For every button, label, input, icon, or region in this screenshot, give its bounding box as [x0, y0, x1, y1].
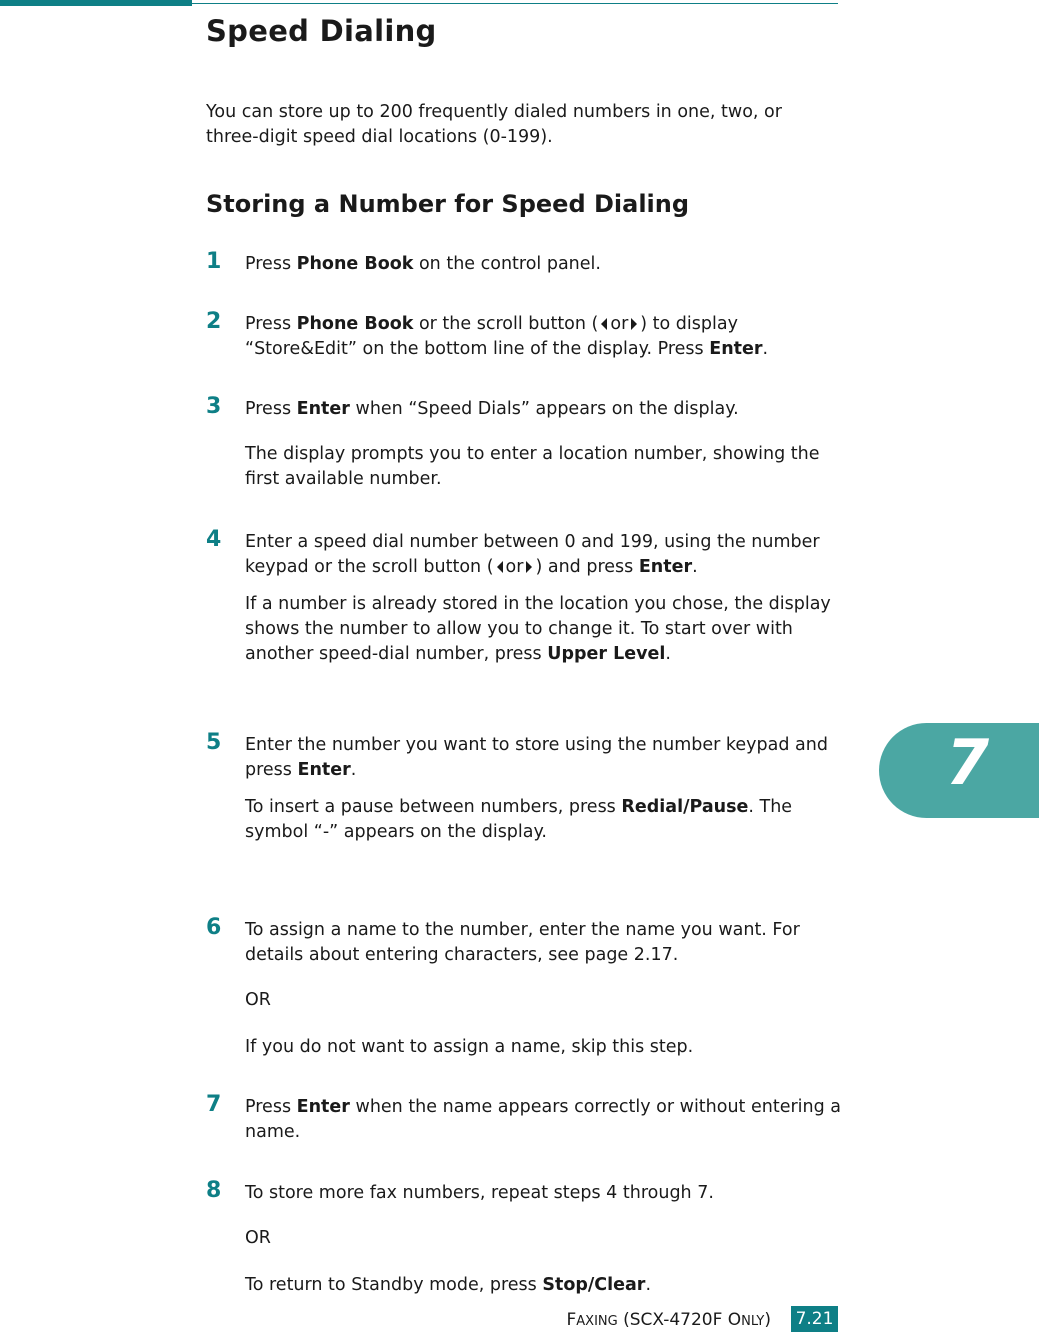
- header-rule-thin: [192, 3, 838, 4]
- step-note: To insert a pause between numbers, press Redial/Pause. The symbol “-” appears on the display.: [245, 797, 793, 842]
- scroll-right-icon: [526, 561, 532, 573]
- step-body: To assign a name to the number, enter the name you want. For details about entering characters, see page 2.17. OR If you do not want to assign a name, skip this step.: [245, 918, 845, 1060]
- or-label: OR: [245, 990, 271, 1010]
- step-body: Press Enter when the name appears correctly or without entering a name.: [245, 1097, 842, 1142]
- chapter-number: 7: [946, 726, 990, 799]
- step-note: The display prompts you to enter a location number, showing the first available number.: [245, 444, 820, 489]
- step-body: To store more fax numbers, repeat steps 4 through 7. OR To return to Standby mode, press Stop/Clear.: [245, 1181, 845, 1298]
- page-number-badge: 7.21: [791, 1306, 838, 1332]
- step-number: 6: [206, 915, 222, 940]
- step-body: Press Phone Book on the control panel.: [245, 254, 601, 274]
- step-number: 8: [206, 1178, 222, 1203]
- footer-chapter-title: FAXING (SCX-4720F ONLY): [566, 1310, 771, 1330]
- header-rule-thick: [0, 0, 192, 6]
- intro-paragraph: You can store up to 200 frequently dialed numbers in one, two, or three-digit speed dial locations (0-199).: [206, 102, 782, 147]
- scroll-right-icon: [631, 318, 637, 330]
- step-number: 2: [206, 309, 222, 334]
- scroll-left-icon: [601, 318, 607, 330]
- page-title: Speed Dialing: [206, 14, 437, 48]
- step-body: Enter a speed dial number between 0 and 199, using the number keypad or the scroll button ( or ) and press Enter. If a number is already stored in the location you chose, the display shows the number to allow you to change it. To start over with another speed-dial number, press Upper Level.: [245, 530, 845, 667]
- step-number: 7: [206, 1092, 222, 1117]
- scroll-left-icon: [497, 561, 503, 573]
- step-number: 5: [206, 730, 222, 755]
- step-body: Enter the number you want to store using the number keypad and press Enter. To insert a pause between numbers, press Redial/Pause. The symbol “-” appears on the display.: [245, 733, 845, 845]
- section-title: Storing a Number for Speed Dialing: [206, 190, 690, 218]
- step-body: Press Enter when “Speed Dials” appears on the display. The display prompts you to enter a location number, showing the first available number.: [245, 397, 845, 492]
- step-alt: If you do not want to assign a name, skip this step.: [245, 1037, 694, 1057]
- step-body: Press Phone Book or the scroll button ( or ) to display “Store&Edit” on the bottom line of the display. Press Enter.: [245, 314, 769, 359]
- step-note: If a number is already stored in the location you chose, the display shows the number to allow you to change it. To start over with another speed-dial number, press Upper Level.: [245, 594, 831, 664]
- step-number: 3: [206, 394, 222, 419]
- or-label: OR: [245, 1228, 271, 1248]
- step-number: 1: [206, 249, 222, 274]
- step-number: 4: [206, 527, 222, 552]
